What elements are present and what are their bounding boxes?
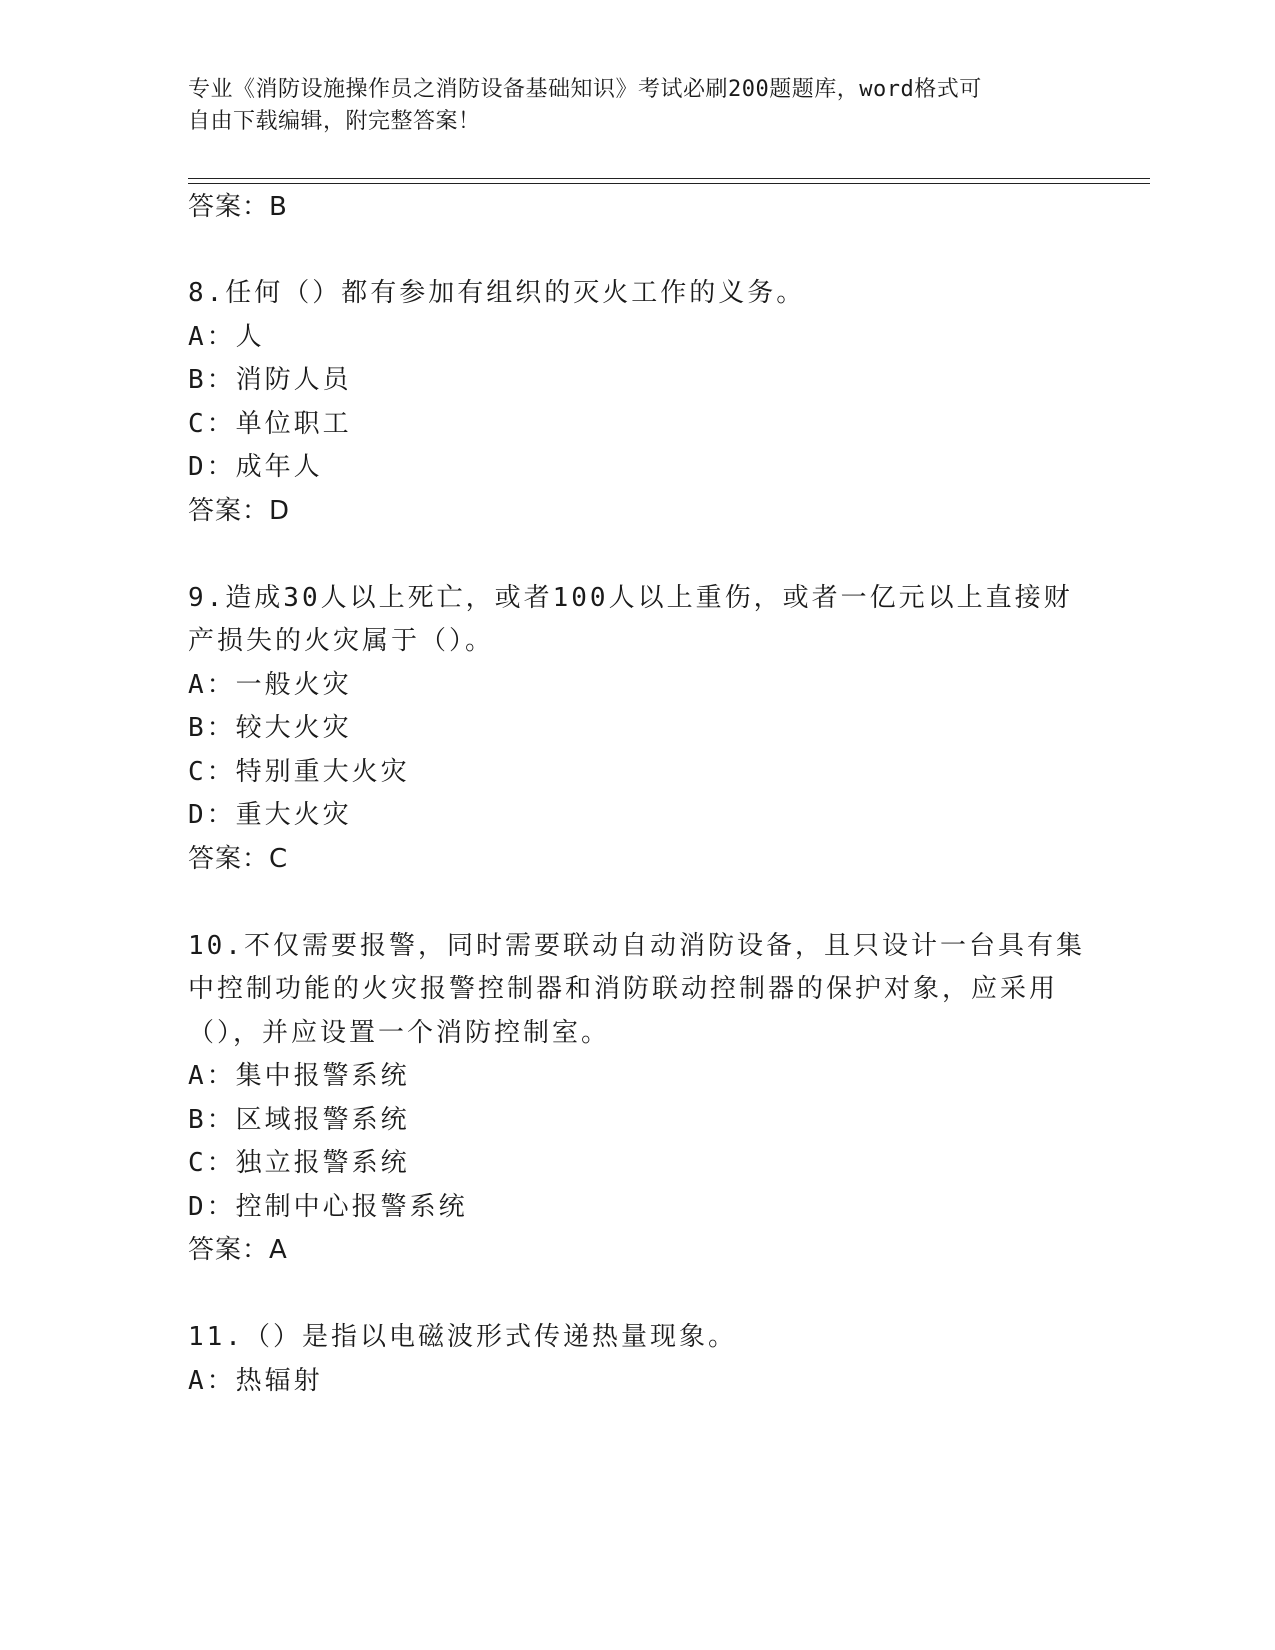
question-8-option-a: A：人 bbox=[188, 322, 265, 352]
question-10-stem-line-3: （），并应设置一个消防控制室。 bbox=[188, 1018, 611, 1048]
question-11-option-a: A：热辐射 bbox=[188, 1366, 323, 1396]
answer-line: 答案：B bbox=[188, 192, 288, 222]
question-10-option-b: B：区域报警系统 bbox=[188, 1105, 410, 1135]
question-10-stem-line-1: 10.不仅需要报警，同时需要联动自动消防设备，且只设计一台具有集 bbox=[188, 931, 1085, 961]
question-9-option-d: D：重大火灾 bbox=[188, 800, 352, 830]
question-8-option-c: C：单位职工 bbox=[188, 409, 352, 439]
question-10-answer: 答案：A bbox=[188, 1235, 288, 1265]
header-line-2: 自由下载编辑，附完整答案！ bbox=[188, 109, 481, 134]
question-8-option-b: B：消防人员 bbox=[188, 365, 352, 395]
header-line-1: 专业《消防设施操作员之消防设备基础知识》考试必刷200题题库，word格式可 bbox=[188, 77, 982, 102]
question-9-option-c: C：特别重大火灾 bbox=[188, 757, 410, 787]
question-8-stem: 8.任何（）都有参加有组织的灭火工作的义务。 bbox=[188, 278, 806, 308]
question-10-option-c: C：独立报警系统 bbox=[188, 1148, 410, 1178]
question-9-stem-line-1: 9.造成30人以上死亡，或者100人以上重伤，或者一亿元以上直接财 bbox=[188, 583, 1073, 613]
question-9-option-a: A：一般火灾 bbox=[188, 670, 352, 700]
document-header bbox=[188, 74, 1088, 138]
question-10-option-a: A：集中报警系统 bbox=[188, 1061, 410, 1091]
question-11-stem: 11.（）是指以电磁波形式传递热量现象。 bbox=[188, 1322, 737, 1352]
question-10-option-d: D：控制中心报警系统 bbox=[188, 1192, 468, 1222]
question-8-answer: 答案：D bbox=[188, 496, 291, 526]
header-divider-top bbox=[188, 178, 1150, 179]
header-divider-bottom bbox=[188, 183, 1150, 184]
question-9-answer: 答案：C bbox=[188, 844, 289, 874]
question-10-stem-line-2: 中控制功能的火灾报警控制器和消防联动控制器的保护对象，应采用 bbox=[188, 974, 1059, 1004]
question-9-option-b: B：较大火灾 bbox=[188, 713, 352, 743]
question-9-stem-line-2: 产损失的火灾属于（）。 bbox=[188, 626, 495, 656]
question-8-option-d: D：成年人 bbox=[188, 452, 323, 482]
